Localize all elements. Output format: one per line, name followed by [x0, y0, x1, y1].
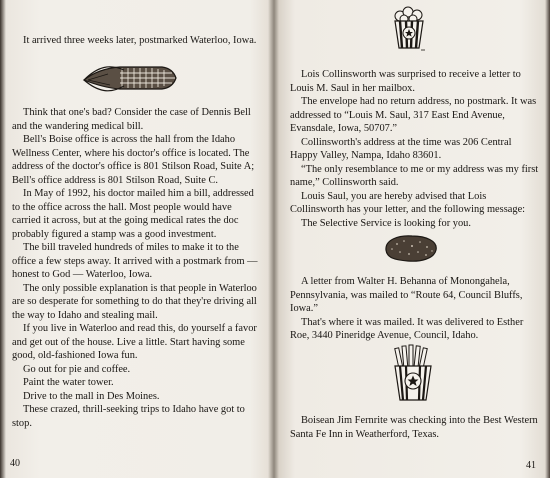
- paragraph: Collinsworth's address at the time was 206 Central Happy Valley, Nampa, Idaho 83601.: [290, 136, 512, 161]
- paragraph: A letter from Walter H. Behanna of Monongahela, Pennsylvania, was mailed to “Route 64, Council Bluffs, Iowa.”: [290, 276, 523, 314]
- paragraph: The Selective Service is looking for you.: [301, 217, 471, 229]
- paragraph: Think that one's bad? Consider the case of Dennis Bell and the wandering medical bill.: [12, 107, 251, 132]
- right-block-1: [290, 68, 540, 230]
- paragraph: Bell's Boise office is across the hall from the Idaho Wellness Center, where his doctor's office is located. The address of the doctor's office is 801 Stilson Road, Suite A; Bell's office address is 801 Stilson Road, Suite C.: [12, 134, 255, 186]
- paragraph: Paint the water tower.: [23, 377, 114, 388]
- french-fries-icon: [391, 344, 435, 404]
- paragraph: Drive to the mall in Des Moines.: [23, 390, 160, 402]
- paragraph: If you live in Waterloo and read this, do yourself a favor and get out of the house. Live a little. Start having some good, old-fashioned Iowa fun.: [12, 323, 257, 361]
- left-top-paragraph: [12, 34, 262, 48]
- popcorn-box-icon: [391, 6, 427, 54]
- paragraph: Go out for pie and coffee.: [23, 363, 131, 375]
- right-block-3: [290, 414, 540, 441]
- left-page: [0, 0, 272, 478]
- page-number: 40: [10, 458, 20, 469]
- paragraph: Louis Saul, you are hereby advised that Lois Collinsworth has your letter, and the following message:: [290, 190, 526, 215]
- paragraph: In May of 1992, his doctor mailed him a bill, addressed to the office across the hall. Most people would have carried it across, but at the going medical rates the doc probably figured a stamp was a good investment.: [12, 188, 254, 240]
- potato-icon: [382, 232, 440, 264]
- paragraph: The envelope had no return address, no postmark. It was addressed to “Louis M. Saul, 317 East End Avenue, Evansdale, Iowa, 50707.”: [290, 96, 537, 134]
- right-page: [276, 0, 550, 478]
- paragraph: The bill traveled hundreds of miles to make it to the office a few steps away. It arrived with a postmark from — honest to God — Waterloo, Iowa.: [12, 242, 258, 280]
- left-body: [12, 106, 262, 430]
- paragraph: Boisean Jim Fernrite was checking into the Best Western Santa Fe Inn in Weatherford, Texas.: [290, 415, 538, 440]
- paragraph: “The only resemblance to me or my address was my first name,” Collinsworth said.: [290, 163, 539, 188]
- page-number: 41: [526, 460, 536, 471]
- paragraph: It arrived three weeks later, postmarked Waterloo, Iowa.: [23, 35, 257, 46]
- paragraph: These crazed, thrill-seeking trips to Idaho have got to stop.: [12, 404, 245, 429]
- paragraph: That's where it was mailed. It was delivered to Esther Roe, 3440 Pineridge Avenue, Council, Idaho.: [290, 316, 524, 341]
- paragraph: Lois Collinsworth was surprised to receive a letter to Louis M. Saul in her mailbox.: [290, 69, 521, 94]
- right-block-2: [290, 275, 540, 343]
- corn-cob-icon: [80, 58, 180, 98]
- paragraph: The only possible explanation is that people in Waterloo are so desperate for something to do that they're driving all the way to Idaho and stealing mail.: [12, 282, 257, 321]
